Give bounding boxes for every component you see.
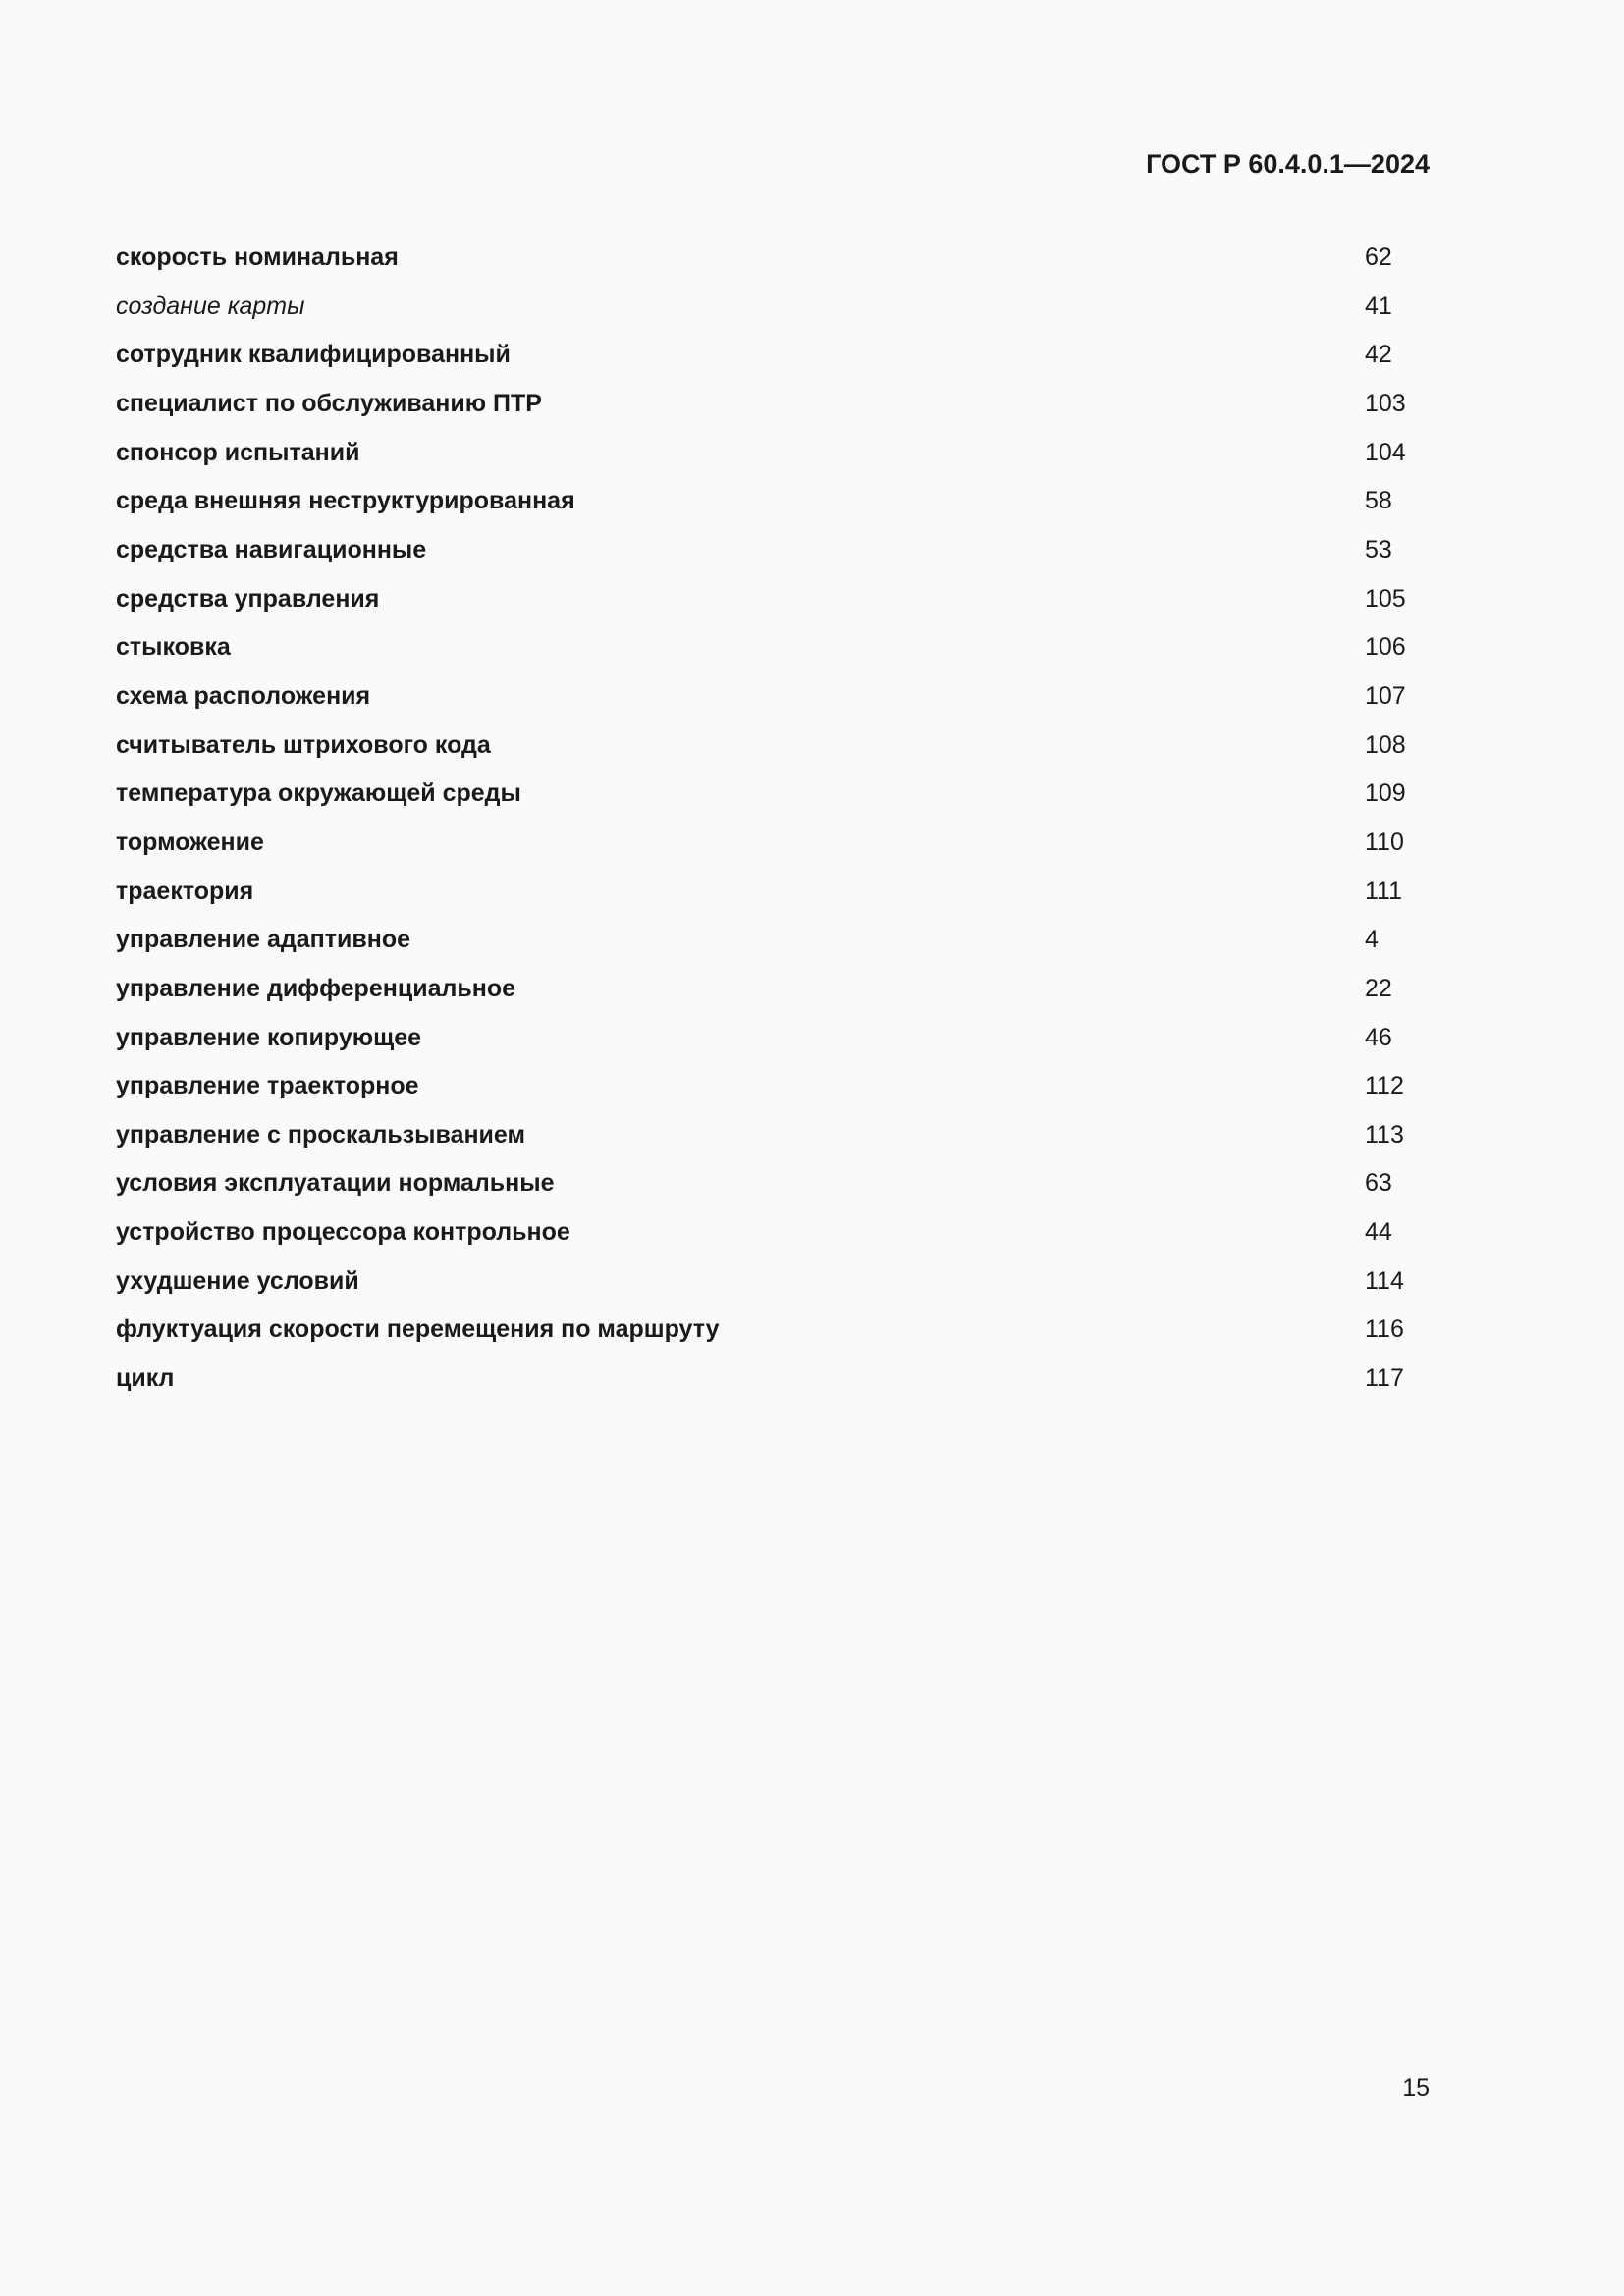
index-reference-number: 105 (1365, 584, 1406, 613)
index-entry (116, 826, 1412, 875)
index-entry (116, 1362, 1412, 1411)
index-term: условия эксплуатации нормальные (116, 1169, 555, 1198)
index-term: управление адаптивное (116, 926, 411, 954)
index-entry (116, 436, 1412, 485)
index-term: сотрудник квалифицированный (116, 341, 511, 369)
index-entry (116, 484, 1412, 533)
index-reference-number: 112 (1365, 1072, 1404, 1100)
index-reference-number: 116 (1365, 1315, 1404, 1344)
index-reference-number: 41 (1365, 292, 1392, 320)
document-code: ГОСТ Р 60.4.0.1—2024 (1146, 149, 1430, 179)
index-entry (116, 582, 1412, 631)
index-term: специалист по обслуживанию ПТР (116, 389, 542, 417)
index-entry (116, 338, 1412, 387)
index-reference-number: 42 (1365, 341, 1392, 369)
index-term: флуктуация скорости перемещения по маршруту (116, 1315, 720, 1344)
index-term: цикл (116, 1364, 175, 1393)
index-reference-number: 22 (1365, 974, 1392, 1002)
index-entry (116, 679, 1412, 728)
index-entry (116, 1166, 1412, 1215)
index-term: управление копирующее (116, 1023, 422, 1051)
index-entry (116, 290, 1412, 339)
index-term: температура окружающей среды (116, 779, 521, 808)
index-term: средства навигационные (116, 535, 427, 563)
index-entry (116, 1069, 1412, 1118)
index-reference-number: 104 (1365, 438, 1406, 466)
index-reference-number: 110 (1365, 828, 1404, 856)
index-entry (116, 1118, 1412, 1167)
index-entry (116, 1312, 1412, 1362)
index-term: торможение (116, 828, 264, 856)
index-entry (116, 972, 1412, 1021)
index-reference-number: 109 (1365, 779, 1406, 808)
index-reference-number: 111 (1365, 877, 1403, 905)
index-term: считыватель штрихового кода (116, 730, 491, 759)
index-term: средства управления (116, 584, 380, 613)
index-entry (116, 387, 1412, 436)
index-term: ухудшение условий (116, 1266, 359, 1295)
term-index-list (116, 240, 1412, 1411)
index-term: управление дифференциальное (116, 974, 515, 1002)
index-term: управление с проскальзыванием (116, 1120, 525, 1148)
index-term: скорость номинальная (116, 243, 399, 271)
index-reference-number: 4 (1365, 926, 1379, 954)
index-entry (116, 776, 1412, 826)
index-reference-number: 106 (1365, 633, 1406, 662)
index-term: устройство процессора контрольное (116, 1218, 570, 1247)
index-entry (116, 728, 1412, 777)
index-term: среда внешняя неструктурированная (116, 487, 575, 515)
index-entry (116, 1215, 1412, 1264)
page-number: 15 (1402, 2074, 1430, 2102)
index-reference-number: 107 (1365, 681, 1406, 710)
index-reference-number: 63 (1365, 1169, 1392, 1198)
index-entry (116, 923, 1412, 972)
index-reference-number: 114 (1365, 1266, 1404, 1295)
index-reference-number: 103 (1365, 389, 1406, 417)
index-reference-number: 108 (1365, 730, 1406, 759)
index-term: стыковка (116, 633, 231, 662)
index-term: схема расположения (116, 681, 371, 710)
index-reference-number: 117 (1365, 1364, 1404, 1393)
index-entry (116, 533, 1412, 582)
index-term: траектория (116, 877, 254, 905)
index-reference-number: 58 (1365, 487, 1392, 515)
index-entry (116, 1264, 1412, 1313)
index-term: спонсор испытаний (116, 438, 360, 466)
index-reference-number: 62 (1365, 243, 1392, 271)
index-reference-number: 44 (1365, 1218, 1392, 1247)
index-entry (116, 240, 1412, 290)
index-term: управление траекторное (116, 1072, 419, 1100)
index-reference-number: 53 (1365, 535, 1392, 563)
index-reference-number: 46 (1365, 1023, 1392, 1051)
index-reference-number: 113 (1365, 1120, 1404, 1148)
index-entry (116, 1021, 1412, 1070)
index-entry (116, 630, 1412, 679)
index-entry (116, 875, 1412, 924)
index-term: создание карты (116, 292, 305, 320)
